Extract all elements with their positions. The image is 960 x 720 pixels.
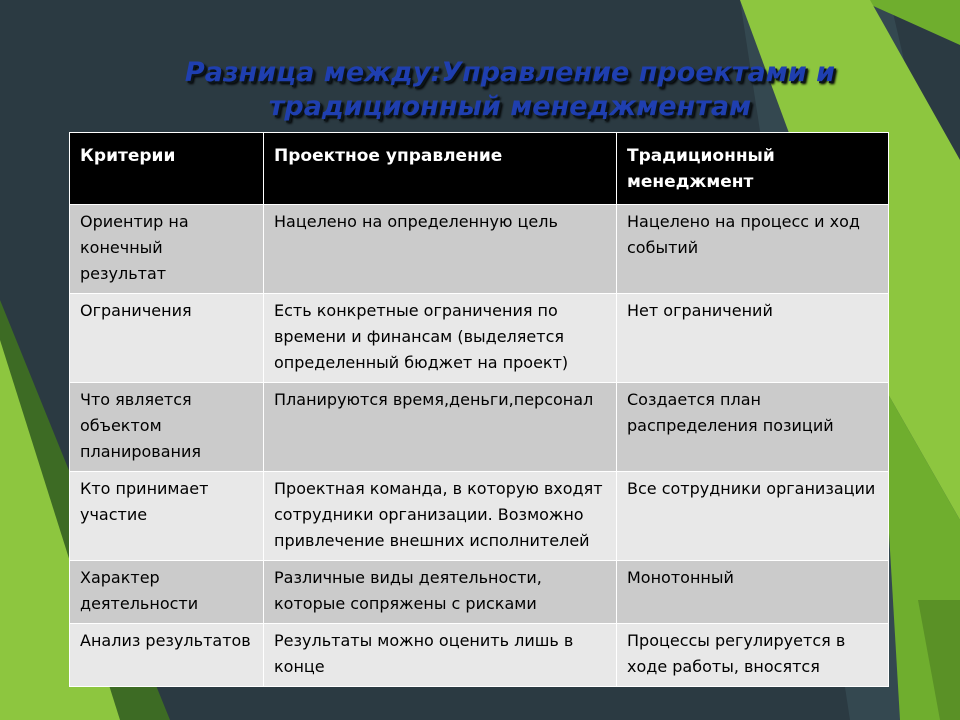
table-cell-traditional: Нацелено на процесс и ход событий (617, 205, 889, 294)
table-row (70, 205, 889, 294)
table-row (70, 472, 889, 561)
table-row (70, 294, 889, 383)
table-cell-project: Есть конкретные ограничения по времени и финансам (выделяется определенный бюджет на проект) (264, 294, 617, 383)
header-traditional-management: Традиционный менеджмент (617, 133, 889, 205)
table-cell-traditional: Монотонный (617, 561, 889, 624)
table-row (70, 561, 889, 624)
table-row (70, 624, 889, 687)
table-cell-criteria: Характер деятельности (70, 561, 264, 624)
comparison-table (69, 132, 889, 687)
table-cell-project: Результаты можно оценить лишь в конце (264, 624, 617, 687)
table-header-row (70, 133, 889, 205)
table-cell-traditional: Процессы регулируется в ходе работы, вносятся (617, 624, 889, 687)
table-cell-traditional: Нет ограничений (617, 294, 889, 383)
table-cell-project: Проектная команда, в которую входят сотрудники организации. Возможно привлечение внешних исполнителей (264, 472, 617, 561)
table-cell-criteria: Анализ результатов (70, 624, 264, 687)
table-cell-criteria: Что является объектом планирования (70, 383, 264, 472)
table-cell-criteria: Ограничения (70, 294, 264, 383)
table-row (70, 383, 889, 472)
header-criteria: Критерии (70, 133, 264, 205)
table-cell-project: Нацелено на определенную цель (264, 205, 617, 294)
table-cell-criteria: Кто принимает участие (70, 472, 264, 561)
slide-title: Разница между:Управление проектами и традиционный менеджментам (184, 57, 836, 122)
table-cell-traditional: Все сотрудники организации (617, 472, 889, 561)
table-cell-project: Планируются время,деньги,персонал (264, 383, 617, 472)
table-cell-traditional: Создается план распределения позиций (617, 383, 889, 472)
table-cell-criteria: Ориентир на конечный результат (70, 205, 264, 294)
header-project-management: Проектное управление (264, 133, 617, 205)
table-cell-project: Различные виды деятельности, которые сопряжены с рисками (264, 561, 617, 624)
